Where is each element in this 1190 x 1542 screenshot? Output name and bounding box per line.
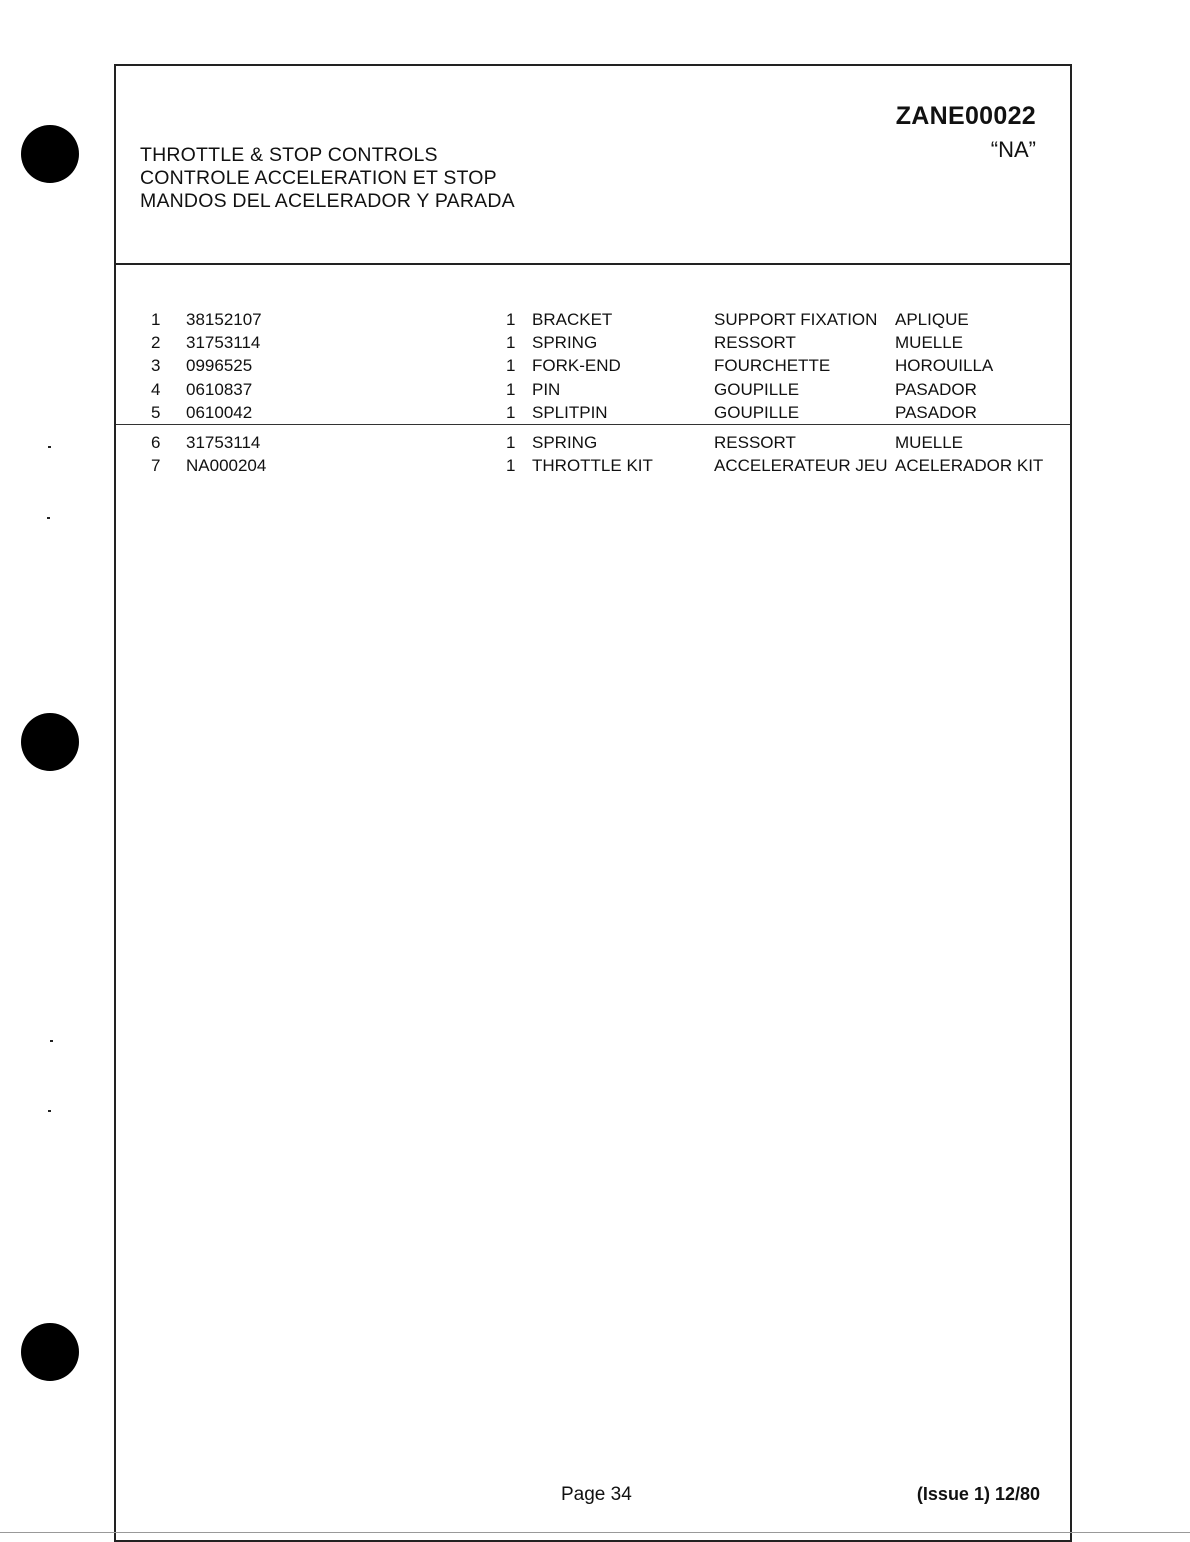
part-number: 31753114 <box>186 333 261 353</box>
description-spanish: APLIQUE <box>895 310 969 329</box>
description-french: RESSORT <box>714 432 796 452</box>
table-row <box>116 431 1070 454</box>
table-row <box>116 401 1070 425</box>
description-english: SPLITPIN <box>532 402 608 422</box>
description-spanish: ACELERADOR KIT <box>895 455 1044 475</box>
table-row <box>116 308 1070 331</box>
table-row <box>116 454 1070 477</box>
description-french: FOURCHETTE <box>714 356 831 376</box>
description-english: BRACKET <box>532 310 613 329</box>
part-number: 0996525 <box>186 356 253 376</box>
scan-speck <box>48 1110 51 1112</box>
item-number: 3 <box>151 356 161 376</box>
page-bottom-rule <box>0 1532 1190 1533</box>
description-french: RESSORT <box>714 333 796 353</box>
page-number: Page 34 <box>561 1484 632 1505</box>
description-english: PIN <box>532 379 561 399</box>
quantity: 1 <box>506 432 516 452</box>
quantity: 1 <box>506 356 516 376</box>
description-french: GOUPILLE <box>714 402 800 422</box>
item-number: 6 <box>151 432 161 452</box>
binder-punch-hole-top <box>21 125 79 183</box>
page-header <box>116 66 1070 265</box>
item-number: 5 <box>151 402 161 422</box>
scan-speck <box>50 1040 53 1042</box>
quantity: 1 <box>506 379 516 399</box>
item-number: 1 <box>151 310 161 329</box>
parts-table <box>116 308 1070 477</box>
title-english: THROTTLE & STOP CONTROLS <box>140 144 438 166</box>
part-number: 0610042 <box>186 402 253 422</box>
quantity: 1 <box>506 333 516 353</box>
title-french: CONTROLE ACCELERATION ET STOP <box>140 167 497 189</box>
title-spanish: MANDOS DEL ACELERADOR Y PARADA <box>140 190 515 212</box>
part-number: 0610837 <box>186 379 253 399</box>
quantity: 1 <box>506 310 516 329</box>
quantity: 1 <box>506 455 516 475</box>
quantity: 1 <box>506 402 516 422</box>
description-spanish: MUELLE <box>895 432 964 452</box>
part-number: 31753114 <box>186 432 261 452</box>
parts-list-frame <box>114 64 1072 1542</box>
table-row <box>116 354 1070 377</box>
description-spanish: HOROUILLA <box>895 356 994 376</box>
item-number: 2 <box>151 333 161 353</box>
scan-speck <box>48 446 51 448</box>
section-title-block <box>140 144 515 213</box>
description-french: SUPPORT FIXATION <box>714 310 878 329</box>
part-number: NA000204 <box>186 455 267 475</box>
document-code: ZANE00022 <box>895 102 1036 130</box>
description-english: FORK-END <box>532 356 621 376</box>
document-variant: “NA” <box>990 137 1036 162</box>
description-spanish: MUELLE <box>895 333 964 353</box>
part-number: 38152107 <box>186 310 262 329</box>
description-english: THROTTLE KIT <box>532 455 653 475</box>
description-english: SPRING <box>532 333 598 353</box>
table-row <box>116 331 1070 354</box>
document-code-block <box>896 102 1036 163</box>
table-row <box>116 378 1070 401</box>
item-number: 7 <box>151 455 161 475</box>
binder-punch-hole-bottom <box>21 1323 79 1381</box>
description-english: SPRING <box>532 432 598 452</box>
description-french: GOUPILLE <box>714 379 800 399</box>
description-spanish: PASADOR <box>895 379 977 399</box>
description-spanish: PASADOR <box>895 402 977 422</box>
scan-speck <box>47 517 50 519</box>
item-number: 4 <box>151 379 161 399</box>
description-french: ACCELERATEUR JEU <box>714 455 888 475</box>
issue-date: (Issue 1) 12/80 <box>916 1484 1040 1504</box>
binder-punch-hole-middle <box>21 713 79 771</box>
